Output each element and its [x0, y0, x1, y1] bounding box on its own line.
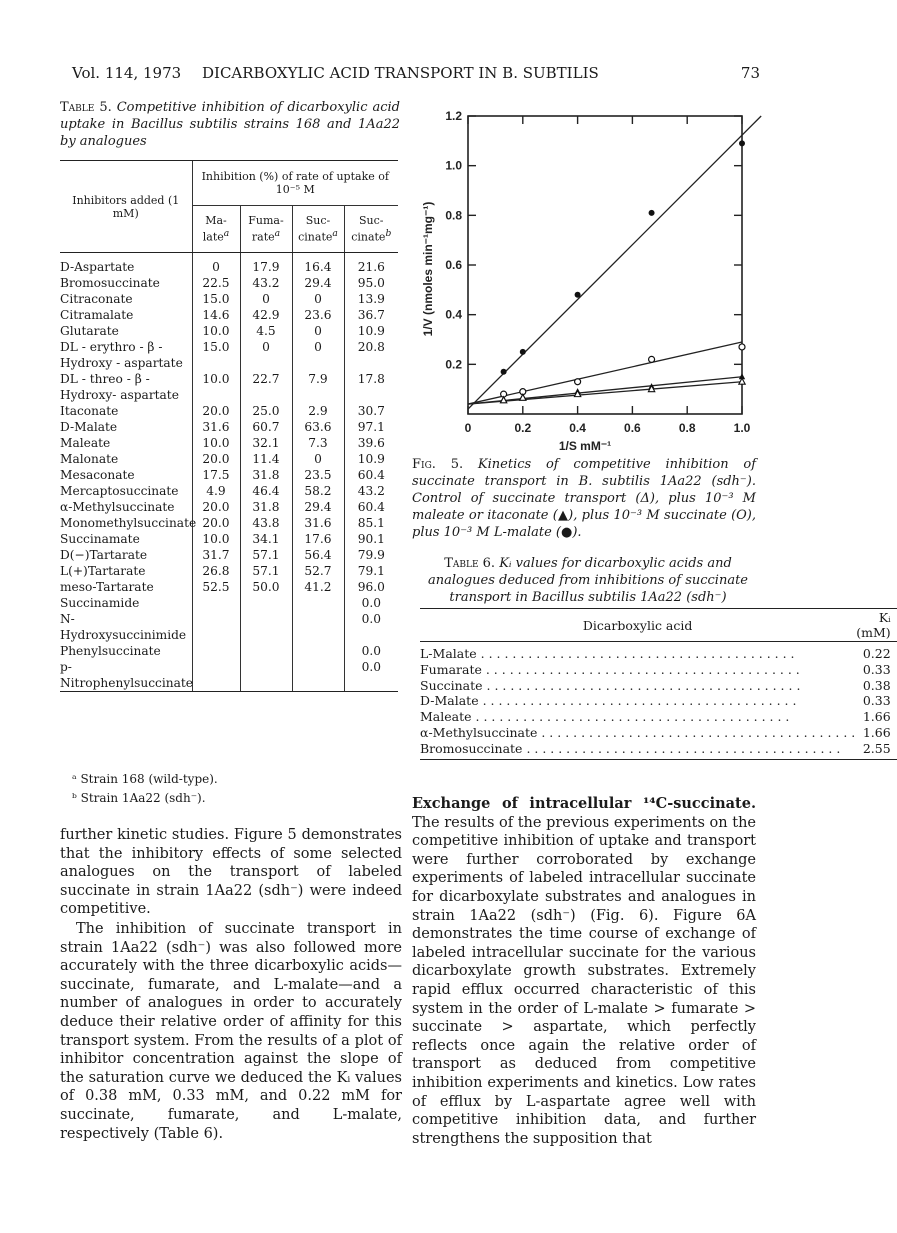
table6-acid-cell — [420, 678, 855, 694]
table5-caption-text: Competitive inhibition of dicarboxylic acid uptake in Bacillus subtilis strains 168 and 1Aa22 by analogues — [60, 100, 400, 149]
table5-cell: 32.1 — [240, 435, 292, 451]
volume-label: Vol. 114, 1973 — [72, 64, 182, 82]
left-paragraph-1: further kinetic studies. Figure 5 demonstrates that the inhibitory effects of some selected analogues on the transport of labeled succinate in strain 1Aa22 (sdh⁻) were indeed competitive. — [60, 827, 402, 918]
table5-inhibitor-name: Succinamate — [60, 532, 140, 546]
figure5-chart — [412, 104, 762, 453]
table5-cell: 10.0 — [192, 435, 240, 451]
table5-cell: 0 — [292, 291, 344, 307]
table5-cell: 0 — [292, 451, 344, 467]
table5-group-header: Inhibition (%) of rate of uptake of 10⁻⁵ M — [192, 161, 398, 206]
table5-footnote-a: ᵃ Strain 168 (wild-type). — [72, 772, 218, 786]
y-tick-label: 0.8 — [445, 208, 462, 223]
table6-ki-value: 1.66 — [862, 709, 891, 725]
table5-row — [60, 659, 398, 692]
table5-cell: 42.9 — [240, 307, 292, 323]
data-point-succinate — [739, 344, 745, 350]
table5-cell: 10.9 — [344, 323, 398, 339]
x-tick-label: 0.2 — [514, 421, 532, 435]
table5-inhibitor-name: p-Nitrophenylsuccinate — [60, 660, 193, 690]
table6-leader-dots: . . . . . . . . . . . . . . . . . . . . . . . . . . . . . . . . . . . . . . . . — [476, 646, 795, 661]
table5-row — [60, 403, 398, 419]
table6-leader-dots: . . . . . . . . . . . . . . . . . . . . . . . . . . . . . . . . . . . . . . . . — [481, 661, 800, 677]
x-axis-label: 1/S mM⁻¹ — [558, 439, 612, 453]
table5-cell: 0.0 — [344, 595, 398, 611]
table5-cell — [292, 643, 344, 659]
table5-cell: 22.7 — [240, 371, 292, 403]
right-paragraph — [412, 795, 756, 1148]
table5-col-label: Suc-cinate — [351, 214, 386, 244]
table5-cell: 16.4 — [292, 253, 344, 276]
y-axis-label: 1/V (nmoles min⁻¹mg⁻¹) — [421, 201, 435, 337]
table5-cell: 10.0 — [192, 323, 240, 339]
table5-cell: 20.8 — [344, 339, 398, 371]
table5-row — [60, 611, 398, 643]
table5-cell: 58.2 — [292, 483, 344, 499]
table5-inhibitor-name: Mercaptosuccinate — [60, 484, 179, 498]
table5-inhibitor-name: Phenylsuccinate — [60, 644, 161, 658]
table5-cell: 20.0 — [192, 403, 240, 419]
table5-row — [60, 307, 398, 323]
table5-cell: 43.2 — [240, 275, 292, 291]
table5-cell: 97.1 — [344, 419, 398, 435]
table5-cell: 79.1 — [344, 563, 398, 579]
table5-inhibitor-name: D(−)Tartarate — [60, 548, 148, 562]
table5-cell: 0 — [240, 291, 292, 307]
table5 — [60, 160, 398, 692]
table5-cell — [292, 659, 344, 692]
table5-row — [60, 595, 398, 611]
table6-ki-value: 0.33 — [862, 693, 891, 709]
table5-row — [60, 531, 398, 547]
data-point-lmalate — [575, 292, 581, 298]
table5-cell: 11.4 — [240, 451, 292, 467]
table5-cell: 20.0 — [192, 515, 240, 531]
table5-row — [60, 323, 398, 339]
table5-row — [60, 371, 398, 403]
table5-cell: 43.8 — [240, 515, 292, 531]
table5-col-mark: a — [332, 228, 338, 240]
table5-cell — [192, 643, 240, 659]
table5-cell: 31.6 — [292, 515, 344, 531]
data-point-lmalate — [739, 140, 745, 146]
table5-inhibitor-header: Inhibitors added (1 mM) — [60, 161, 192, 253]
table5-inhibitor-name: N-Hydroxysuccinimide — [60, 612, 187, 642]
y-tick-label: 0.2 — [445, 357, 462, 372]
table5-row — [60, 275, 398, 291]
table5-cell: 4.9 — [192, 483, 240, 499]
table5-cell: 60.4 — [344, 499, 398, 515]
figure5-label: Fig. 5. — [412, 457, 464, 472]
table6-leader-dots: . . . . . . . . . . . . . . . . . . . . . . . . . . . . . . . . . . . . . . . . — [471, 709, 790, 725]
table5-inhibitor-name: Glutarate — [60, 324, 119, 338]
table5-row — [60, 547, 398, 563]
running-title: DICARBOXYLIC ACID TRANSPORT IN B. SUBTILIS — [202, 64, 599, 82]
table6-acid-header: Dicarboxylic acid — [420, 609, 855, 642]
table6-leader-dots: . . . . . . . . . . . . . . . . . . . . . . . . . . . . . . . . . . . . . . . . — [537, 724, 856, 740]
table5-inhibitor-name: Succinamide — [60, 596, 140, 610]
table5-caption — [60, 99, 400, 150]
table5-cell: 0 — [292, 323, 344, 339]
table5-cell: 23.6 — [292, 307, 344, 323]
table5-cell: 31.8 — [240, 467, 292, 483]
table5-cell: 0.0 — [344, 611, 398, 643]
data-point-lmalate — [520, 349, 526, 355]
table5-row — [60, 515, 398, 531]
section-heading: Exchange of intracellular ¹⁴C-succinate. — [412, 795, 756, 812]
table5-row — [60, 419, 398, 435]
table6-acid-name: Maleate — [420, 709, 472, 725]
table5-inhibitor-name: Itaconate — [60, 404, 119, 418]
table5-row — [60, 253, 398, 276]
table5-cell: 7.9 — [292, 371, 344, 403]
table5-inhibitor-name: Citraconate — [60, 292, 133, 306]
x-tick-label: 0.8 — [678, 421, 696, 435]
table6-ki-value: 0.33 — [862, 661, 891, 677]
table5-cell: 39.6 — [344, 435, 398, 451]
table5-col-header — [344, 206, 398, 253]
table5-cell: 36.7 — [344, 307, 398, 323]
table5-cell — [240, 595, 292, 611]
table6 — [420, 608, 897, 760]
table6-caption-text: Kᵢ values for dicarboxylic acids and analogues deduced from inhibitions of succinate transport in Bacillus subtilis 1Aa22 (sdh⁻) — [428, 556, 748, 605]
y-tick-label: 1.2 — [445, 109, 462, 123]
table5-inhibitor-name: Citramalate — [60, 308, 134, 322]
table6-leader-dots: . . . . . . . . . . . . . . . . . . . . . . . . . . . . . . . . . . . . . . . . — [478, 693, 797, 709]
table5-col-label: Suc-cinate — [298, 214, 333, 244]
table6-row — [420, 709, 897, 725]
table5-cell — [192, 659, 240, 692]
table6-acid-cell — [420, 642, 855, 662]
table5-cell — [292, 595, 344, 611]
table5-col-mark: b — [385, 228, 392, 240]
table5-cell: 17.6 — [292, 531, 344, 547]
data-point-succinate — [575, 379, 581, 385]
table5-col-header — [192, 206, 240, 253]
table5-cell: 29.4 — [292, 499, 344, 515]
table5-cell: 13.9 — [344, 291, 398, 307]
table5-col-mark: a — [274, 228, 281, 240]
table5-cell: 17.9 — [240, 253, 292, 276]
table5-cell: 10.0 — [192, 371, 240, 403]
table5-col-mark: a — [223, 228, 230, 240]
table5-cell: 31.7 — [192, 547, 240, 563]
table6-ki-value: 0.38 — [862, 677, 891, 693]
table5-cell: 20.0 — [192, 451, 240, 467]
table5-inhibitor-name: Maleate — [60, 436, 111, 450]
y-tick-label: 0.6 — [445, 258, 462, 272]
table5-row — [60, 483, 398, 499]
table6-acid-name: Succinate — [420, 677, 483, 693]
table5-col-header — [292, 206, 344, 253]
table5-cell: 85.1 — [344, 515, 398, 531]
table6-acid-name: Fumarate — [420, 661, 482, 677]
table6-ki-value: 1.66 — [862, 724, 891, 740]
left-paragraph-2: The inhibition of succinate transport in strain 1Aa22 (sdh⁻) was also followed more accurately with the three dicarboxylic acids—succinate, fumarate, and L-malate—and a number of analogues in order to accurately deduce their relative order of affinity for this transport system. From the results of a plot of inhibitor concentration against the slope of the saturation curve we deduced the Kᵢ values of 0.38 mM, 0.33 mM, and 0.22 mM for succinate, fumarate, and L-malate, respectively (Table 6). — [60, 921, 402, 1142]
data-point-lmalate — [649, 210, 655, 216]
page-number: 73 — [740, 64, 760, 82]
table5-cell: 95.0 — [344, 275, 398, 291]
table5-cell: 29.4 — [292, 275, 344, 291]
table5-inhibitor-name: meso-Tartarate — [60, 580, 154, 594]
table5-row — [60, 579, 398, 595]
table5-cell: 56.4 — [292, 547, 344, 563]
table6-ki-value: 2.55 — [855, 741, 896, 759]
table5-cell: 0.0 — [344, 643, 398, 659]
x-tick-label: 1.0 — [733, 421, 751, 435]
table5-cell: 10.0 — [192, 531, 240, 547]
table5-cell: 52.7 — [292, 563, 344, 579]
table6-ki-value: 0.22 — [862, 646, 891, 661]
table5-cell: 31.8 — [240, 499, 292, 515]
table6-caption — [420, 555, 756, 606]
table5-row — [60, 643, 398, 659]
table5-inhibitor-name: Malonate — [60, 452, 119, 466]
table5-inhibitor-name: D-Malate — [60, 420, 118, 434]
table5-cell — [292, 611, 344, 643]
table5-cell — [240, 659, 292, 692]
table5-cell: 26.8 — [192, 563, 240, 579]
table5-cell: 7.3 — [292, 435, 344, 451]
table6-acid-cell — [420, 709, 855, 725]
table5-row — [60, 435, 398, 451]
table5-cell: 0 — [292, 339, 344, 371]
series-line — [468, 377, 742, 404]
table5-inhibitor-name: D-Aspartate — [60, 260, 135, 274]
table5-row — [60, 339, 398, 371]
table5-cell — [240, 611, 292, 643]
table6-label: Table 6. — [444, 556, 496, 571]
table5-inhibitor-name: DL - erythro - β - Hydroxy - aspartate — [60, 340, 183, 370]
table5-col-label: Fuma-rate — [248, 214, 284, 244]
series-line — [468, 342, 742, 404]
table5-cell: 96.0 — [344, 579, 398, 595]
table5-cell: 15.0 — [192, 291, 240, 307]
table5-cell: 41.2 — [292, 579, 344, 595]
table6-row — [420, 678, 897, 694]
table5-cell: 31.6 — [192, 419, 240, 435]
table5-cell: 79.9 — [344, 547, 398, 563]
table5-cell: 17.5 — [192, 467, 240, 483]
table6-acid-name: Bromosuccinate — [420, 740, 523, 756]
table6-row — [420, 693, 897, 709]
table5-cell: 21.6 — [344, 253, 398, 276]
series-line — [468, 382, 742, 404]
right-paragraph-text: The results of the previous experiments on the competitive inhibition of uptake and transport were further corroborated by exchange experiments of labeled intracellular succinate for dicarboxylate substrates and analogues in strain 1Aa22 (sdh⁻) (Fig. 6). Figure 6A demonstrates the time course of exchange of labeled intracellular succinate for the various dicarboxylate growth substrates. Extremely rapid efflux occurred characteristic of this system in the order of L-malate > fumarate > succinate > aspartate, which perfectly reflects once again the relative order of transport as deduced from competitive inhibition experiments and kinetics. Low rates of efflux by L-aspartate agree well with competitive inhibition data, and further strengthens the supposition that — [412, 814, 756, 1147]
table6-row — [420, 662, 897, 678]
table6-acid-cell — [420, 725, 855, 741]
y-tick-label: 1.0 — [445, 158, 462, 173]
x-tick-label: 0.6 — [624, 421, 641, 435]
table5-label: Table 5. — [60, 100, 112, 115]
table6-leader-dots: . . . . . . . . . . . . . . . . . . . . . . . . . . . . . . . . . . . . . . . . — [522, 740, 841, 756]
table5-col-label: Ma-late — [202, 214, 227, 244]
table5-cell: 34.1 — [240, 531, 292, 547]
table5-cell: 90.1 — [344, 531, 398, 547]
table5-row — [60, 563, 398, 579]
table6-acid-cell — [420, 693, 855, 709]
table5-cell: 0.0 — [344, 659, 398, 692]
table5-cell: 2.9 — [292, 403, 344, 419]
table5-cell: 20.0 — [192, 499, 240, 515]
table5-cell: 15.0 — [192, 339, 240, 371]
figure5-caption — [412, 456, 756, 541]
table6-leader-dots: . . . . . . . . . . . . . . . . . . . . . . . . . . . . . . . . . . . . . . . . — [482, 677, 801, 693]
table5-footnote-b: ᵇ Strain 1Aa22 (sdh⁻). — [72, 791, 206, 805]
table5-cell: 43.2 — [344, 483, 398, 499]
table5-cell: 60.7 — [240, 419, 292, 435]
table5-inhibitor-name: α-Methylsuccinate — [60, 500, 175, 514]
table5-cell: 30.7 — [344, 403, 398, 419]
figure5-caption-text: Kinetics of competitive inhibition of succinate transport in B. subtilis 1Aa22 (sdh⁻). Control of succinate transport (Δ), plus 10⁻³ M maleate or itaconate (▲), plus 10⁻³ M succinate (O), plus 10⁻³ M L-malate (●). — [412, 457, 756, 540]
data-point-succinate — [649, 356, 655, 362]
table5-cell: 57.1 — [240, 547, 292, 563]
table5-cell — [192, 595, 240, 611]
table5-cell: 10.9 — [344, 451, 398, 467]
table5-col-header — [240, 206, 292, 253]
table5-inhibitor-name: DL - threo - β - Hydroxy- aspartate — [60, 372, 179, 402]
table5-cell: 0 — [192, 253, 240, 276]
table5-cell: 17.8 — [344, 371, 398, 403]
table5-cell: 52.5 — [192, 579, 240, 595]
table5-cell: 4.5 — [240, 323, 292, 339]
table6-row — [420, 741, 897, 759]
table6-row — [420, 725, 897, 741]
series-line — [468, 116, 761, 409]
x-tick-label: 0 — [464, 421, 472, 435]
table5-row — [60, 467, 398, 483]
table6-acid-cell — [420, 662, 855, 678]
table5-cell: 14.6 — [192, 307, 240, 323]
table6-ki-header: Kᵢ (mM) — [855, 609, 896, 642]
table5-cell — [192, 611, 240, 643]
table5-inhibitor-name: Bromosuccinate — [60, 276, 160, 290]
table5-row — [60, 451, 398, 467]
table5-inhibitor-name: Mesaconate — [60, 468, 135, 482]
table5-cell: 25.0 — [240, 403, 292, 419]
plot-frame — [468, 116, 742, 414]
y-tick-label: 0.4 — [445, 307, 462, 322]
data-point-lmalate — [501, 369, 507, 375]
table5-cell: 23.5 — [292, 467, 344, 483]
table5-row — [60, 499, 398, 515]
table6-acid-name: L-Malate — [420, 646, 477, 661]
table5-inhibitor-name: L(+)Tartarate — [60, 564, 146, 578]
table5-cell: 60.4 — [344, 467, 398, 483]
table5-inhibitor-name: Monomethylsuccinate — [60, 516, 197, 530]
table5-cell: 50.0 — [240, 579, 292, 595]
table5-cell: 22.5 — [192, 275, 240, 291]
table6-acid-name: α-Methylsuccinate — [420, 724, 538, 740]
table5-row — [60, 291, 398, 307]
table5-cell: 63.6 — [292, 419, 344, 435]
table5-cell — [240, 643, 292, 659]
x-tick-label: 0.4 — [569, 421, 586, 435]
running-header — [72, 64, 760, 88]
table6-row — [420, 642, 897, 662]
table6-acid-cell — [420, 741, 855, 759]
table5-cell: 57.1 — [240, 563, 292, 579]
table5-cell: 46.4 — [240, 483, 292, 499]
table5-cell: 0 — [240, 339, 292, 371]
table6-acid-name: D-Malate — [420, 693, 479, 709]
